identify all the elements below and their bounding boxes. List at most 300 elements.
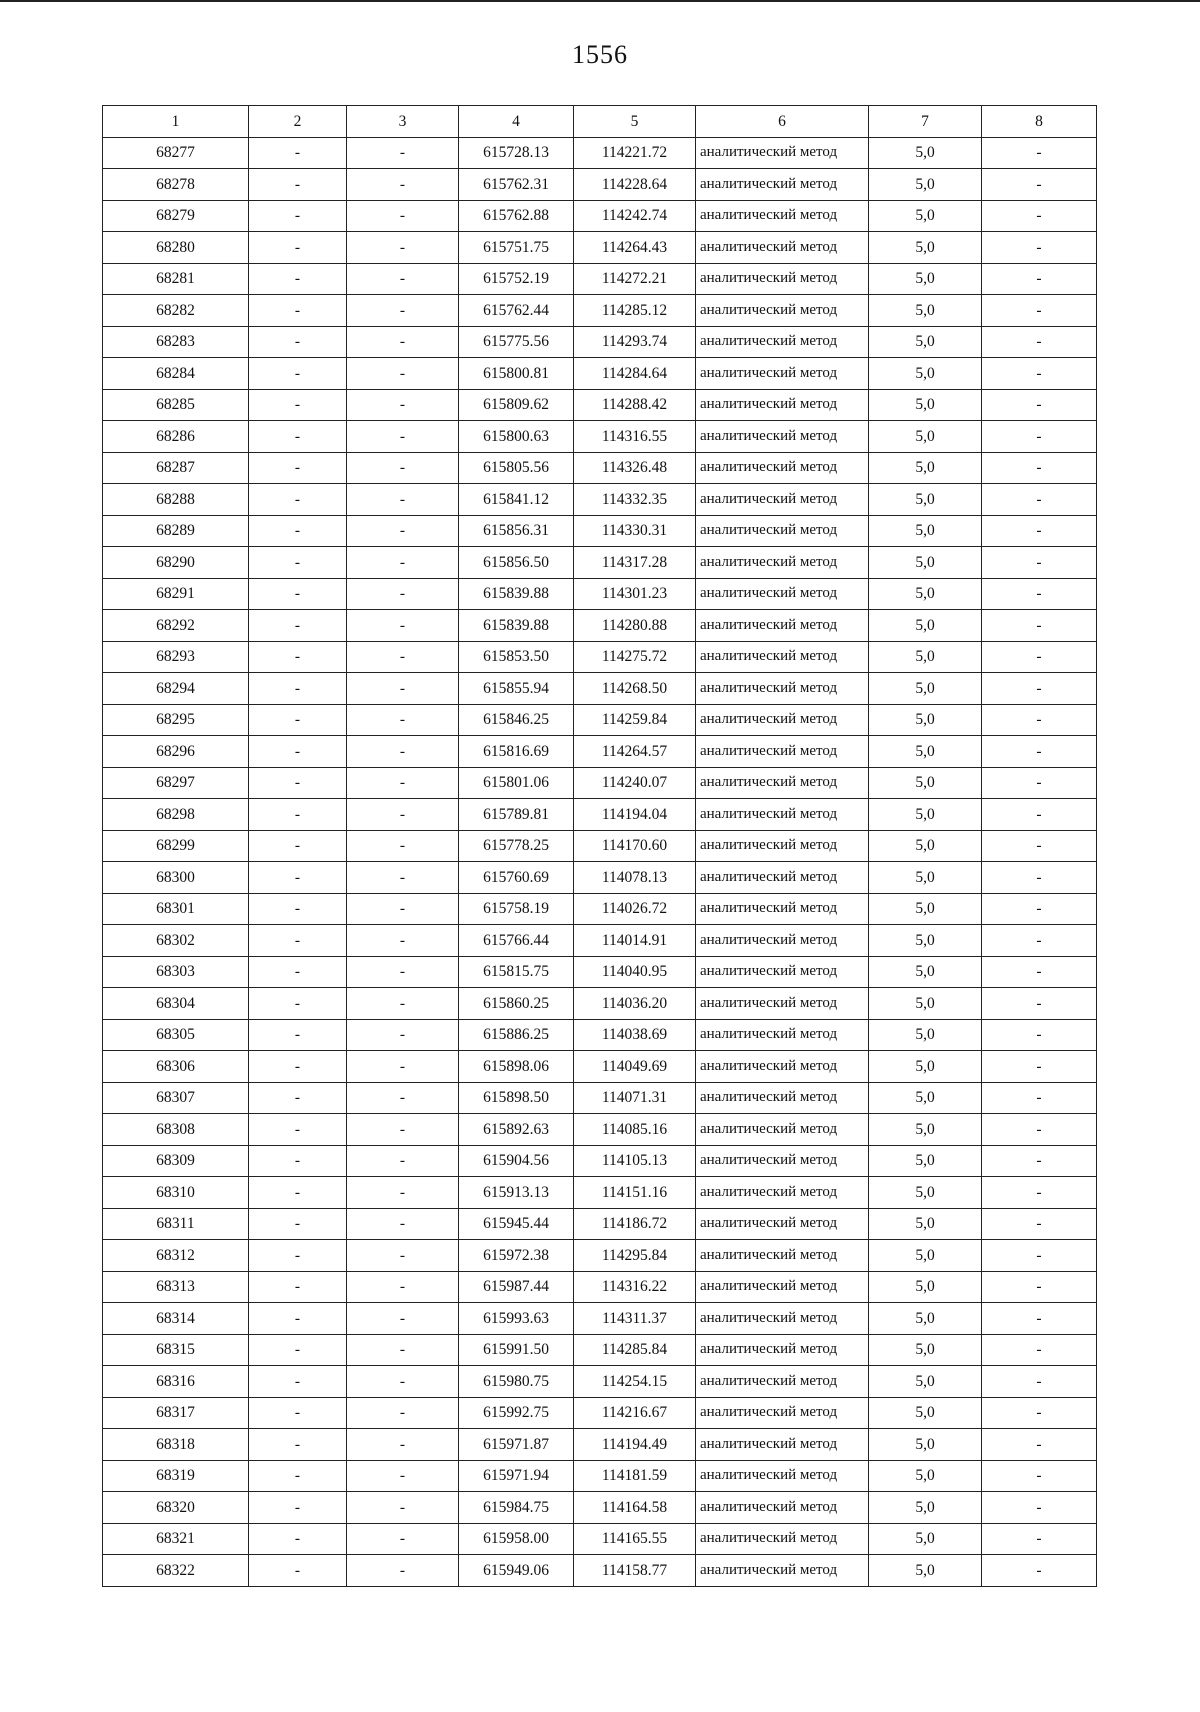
coordinate-y-cell: 114316.22 (574, 1271, 696, 1303)
column-8-cell: - (982, 1460, 1097, 1492)
column-3-cell: - (347, 1555, 459, 1587)
column-2-cell: - (249, 799, 347, 831)
method-cell: аналитический метод (696, 295, 869, 327)
accuracy-cell: 5,0 (869, 704, 982, 736)
coordinate-y-cell: 114293.74 (574, 326, 696, 358)
accuracy-cell: 5,0 (869, 137, 982, 169)
column-8-cell: - (982, 956, 1097, 988)
table-row (103, 358, 1097, 390)
coordinate-x-cell: 615775.56 (459, 326, 574, 358)
point-number-cell: 68283 (103, 326, 249, 358)
point-number-cell: 68287 (103, 452, 249, 484)
column-2-cell: - (249, 641, 347, 673)
method-cell: аналитический метод (696, 956, 869, 988)
method-cell: аналитический метод (696, 1492, 869, 1524)
column-2-cell: - (249, 767, 347, 799)
table-row (103, 736, 1097, 768)
point-number-cell: 68315 (103, 1334, 249, 1366)
coordinate-x-cell: 615992.75 (459, 1397, 574, 1429)
coordinate-y-cell: 114326.48 (574, 452, 696, 484)
column-2-cell: - (249, 326, 347, 358)
table-row (103, 1460, 1097, 1492)
column-3-cell: - (347, 1429, 459, 1461)
column-8-cell: - (982, 1555, 1097, 1587)
accuracy-cell: 5,0 (869, 263, 982, 295)
table-row (103, 421, 1097, 453)
coordinates-table (102, 105, 1097, 1587)
coordinate-x-cell: 615846.25 (459, 704, 574, 736)
point-number-cell: 68306 (103, 1051, 249, 1083)
column-3-cell: - (347, 169, 459, 201)
method-cell: аналитический метод (696, 169, 869, 201)
column-8-cell: - (982, 1114, 1097, 1146)
method-cell: аналитический метод (696, 1334, 869, 1366)
table-row (103, 610, 1097, 642)
column-8-cell: - (982, 1019, 1097, 1051)
table-row (103, 169, 1097, 201)
method-cell: аналитический метод (696, 358, 869, 390)
method-cell: аналитический метод (696, 452, 869, 484)
table-row (103, 925, 1097, 957)
coordinate-x-cell: 615839.88 (459, 610, 574, 642)
point-number-cell: 68288 (103, 484, 249, 516)
coordinate-x-cell: 615860.25 (459, 988, 574, 1020)
coordinate-y-cell: 114216.67 (574, 1397, 696, 1429)
method-cell: аналитический метод (696, 610, 869, 642)
column-2-cell: - (249, 137, 347, 169)
point-number-cell: 68305 (103, 1019, 249, 1051)
point-number-cell: 68280 (103, 232, 249, 264)
column-2-cell: - (249, 1177, 347, 1209)
column-8-cell: - (982, 326, 1097, 358)
column-2-cell: - (249, 673, 347, 705)
method-cell: аналитический метод (696, 641, 869, 673)
coordinate-x-cell: 615800.81 (459, 358, 574, 390)
column-2-cell: - (249, 1145, 347, 1177)
column-header: 7 (869, 106, 982, 138)
coordinate-x-cell: 615752.19 (459, 263, 574, 295)
table-row (103, 1366, 1097, 1398)
table-row (103, 1019, 1097, 1051)
accuracy-cell: 5,0 (869, 641, 982, 673)
table-row (103, 578, 1097, 610)
method-cell: аналитический метод (696, 1240, 869, 1272)
coordinate-y-cell: 114078.13 (574, 862, 696, 894)
coordinate-y-cell: 114295.84 (574, 1240, 696, 1272)
coordinate-x-cell: 615816.69 (459, 736, 574, 768)
table-row (103, 862, 1097, 894)
table-row (103, 484, 1097, 516)
method-cell: аналитический метод (696, 1555, 869, 1587)
column-2-cell: - (249, 1082, 347, 1114)
point-number-cell: 68293 (103, 641, 249, 673)
coordinate-y-cell: 114301.23 (574, 578, 696, 610)
coordinate-y-cell: 114040.95 (574, 956, 696, 988)
coordinate-x-cell: 615971.94 (459, 1460, 574, 1492)
method-cell: аналитический метод (696, 1460, 869, 1492)
table-row (103, 1271, 1097, 1303)
column-header: 6 (696, 106, 869, 138)
coordinate-x-cell: 615762.88 (459, 200, 574, 232)
column-2-cell: - (249, 610, 347, 642)
coordinate-x-cell: 615805.56 (459, 452, 574, 484)
column-8-cell: - (982, 547, 1097, 579)
coordinate-x-cell: 615898.06 (459, 1051, 574, 1083)
method-cell: аналитический метод (696, 1303, 869, 1335)
coordinate-y-cell: 114186.72 (574, 1208, 696, 1240)
column-3-cell: - (347, 1523, 459, 1555)
point-number-cell: 68299 (103, 830, 249, 862)
column-2-cell: - (249, 1208, 347, 1240)
coordinate-x-cell: 615758.19 (459, 893, 574, 925)
point-number-cell: 68308 (103, 1114, 249, 1146)
accuracy-cell: 5,0 (869, 1492, 982, 1524)
column-header: 1 (103, 106, 249, 138)
coordinate-y-cell: 114071.31 (574, 1082, 696, 1114)
table-row (103, 1051, 1097, 1083)
table-row (103, 326, 1097, 358)
column-2-cell: - (249, 830, 347, 862)
column-2-cell: - (249, 484, 347, 516)
column-2-cell: - (249, 1019, 347, 1051)
column-8-cell: - (982, 1051, 1097, 1083)
accuracy-cell: 5,0 (869, 1271, 982, 1303)
coordinate-x-cell: 615892.63 (459, 1114, 574, 1146)
coordinate-x-cell: 615886.25 (459, 1019, 574, 1051)
table-row (103, 893, 1097, 925)
column-8-cell: - (982, 862, 1097, 894)
accuracy-cell: 5,0 (869, 1145, 982, 1177)
accuracy-cell: 5,0 (869, 169, 982, 201)
column-3-cell: - (347, 295, 459, 327)
point-number-cell: 68319 (103, 1460, 249, 1492)
column-2-cell: - (249, 1240, 347, 1272)
column-3-cell: - (347, 767, 459, 799)
point-number-cell: 68277 (103, 137, 249, 169)
column-3-cell: - (347, 358, 459, 390)
column-8-cell: - (982, 358, 1097, 390)
column-8-cell: - (982, 295, 1097, 327)
accuracy-cell: 5,0 (869, 358, 982, 390)
table-row (103, 704, 1097, 736)
column-3-cell: - (347, 263, 459, 295)
coordinate-y-cell: 114268.50 (574, 673, 696, 705)
method-cell: аналитический метод (696, 1114, 869, 1146)
accuracy-cell: 5,0 (869, 1555, 982, 1587)
coordinate-y-cell: 114317.28 (574, 547, 696, 579)
column-3-cell: - (347, 673, 459, 705)
coordinate-y-cell: 114259.84 (574, 704, 696, 736)
table-row (103, 1145, 1097, 1177)
column-8-cell: - (982, 263, 1097, 295)
column-3-cell: - (347, 137, 459, 169)
coordinate-y-cell: 114311.37 (574, 1303, 696, 1335)
accuracy-cell: 5,0 (869, 1460, 982, 1492)
column-header: 2 (249, 106, 347, 138)
point-number-cell: 68316 (103, 1366, 249, 1398)
column-8-cell: - (982, 830, 1097, 862)
column-3-cell: - (347, 232, 459, 264)
column-3-cell: - (347, 452, 459, 484)
column-3-cell: - (347, 862, 459, 894)
point-number-cell: 68290 (103, 547, 249, 579)
table-row (103, 1492, 1097, 1524)
coordinate-x-cell: 615855.94 (459, 673, 574, 705)
column-3-cell: - (347, 578, 459, 610)
coordinate-x-cell: 615971.87 (459, 1429, 574, 1461)
coordinate-y-cell: 114332.35 (574, 484, 696, 516)
coordinate-y-cell: 114026.72 (574, 893, 696, 925)
point-number-cell: 68278 (103, 169, 249, 201)
table-row (103, 1303, 1097, 1335)
table-row (103, 1114, 1097, 1146)
accuracy-cell: 5,0 (869, 610, 982, 642)
accuracy-cell: 5,0 (869, 925, 982, 957)
column-3-cell: - (347, 547, 459, 579)
column-3-cell: - (347, 1492, 459, 1524)
column-2-cell: - (249, 956, 347, 988)
column-8-cell: - (982, 232, 1097, 264)
table-row (103, 137, 1097, 169)
point-number-cell: 68311 (103, 1208, 249, 1240)
point-number-cell: 68294 (103, 673, 249, 705)
method-cell: аналитический метод (696, 232, 869, 264)
accuracy-cell: 5,0 (869, 1082, 982, 1114)
column-3-cell: - (347, 200, 459, 232)
point-number-cell: 68314 (103, 1303, 249, 1335)
coordinate-y-cell: 114228.64 (574, 169, 696, 201)
column-8-cell: - (982, 1397, 1097, 1429)
method-cell: аналитический метод (696, 893, 869, 925)
table-row (103, 956, 1097, 988)
coordinate-y-cell: 114264.43 (574, 232, 696, 264)
column-8-cell: - (982, 1082, 1097, 1114)
column-8-cell: - (982, 1492, 1097, 1524)
accuracy-cell: 5,0 (869, 956, 982, 988)
point-number-cell: 68322 (103, 1555, 249, 1587)
method-cell: аналитический метод (696, 736, 869, 768)
accuracy-cell: 5,0 (869, 326, 982, 358)
column-header: 4 (459, 106, 574, 138)
method-cell: аналитический метод (696, 547, 869, 579)
column-8-cell: - (982, 799, 1097, 831)
point-number-cell: 68310 (103, 1177, 249, 1209)
column-header: 3 (347, 106, 459, 138)
coordinate-y-cell: 114284.64 (574, 358, 696, 390)
table-row (103, 1397, 1097, 1429)
column-2-cell: - (249, 925, 347, 957)
column-8-cell: - (982, 893, 1097, 925)
column-8-cell: - (982, 1523, 1097, 1555)
table-row (103, 515, 1097, 547)
column-8-cell: - (982, 1366, 1097, 1398)
coordinate-x-cell: 615809.62 (459, 389, 574, 421)
method-cell: аналитический метод (696, 1366, 869, 1398)
method-cell: аналитический метод (696, 988, 869, 1020)
method-cell: аналитический метод (696, 862, 869, 894)
point-number-cell: 68321 (103, 1523, 249, 1555)
coordinate-x-cell: 615760.69 (459, 862, 574, 894)
method-cell: аналитический метод (696, 200, 869, 232)
accuracy-cell: 5,0 (869, 830, 982, 862)
column-3-cell: - (347, 610, 459, 642)
accuracy-cell: 5,0 (869, 1523, 982, 1555)
column-2-cell: - (249, 358, 347, 390)
table-row (103, 1555, 1097, 1587)
column-8-cell: - (982, 641, 1097, 673)
table-body (103, 137, 1097, 1586)
coordinate-y-cell: 114285.84 (574, 1334, 696, 1366)
coordinate-x-cell: 615766.44 (459, 925, 574, 957)
column-3-cell: - (347, 736, 459, 768)
coordinate-x-cell: 615856.50 (459, 547, 574, 579)
page-number: 1556 (572, 40, 628, 69)
accuracy-cell: 5,0 (869, 1019, 982, 1051)
column-2-cell: - (249, 1523, 347, 1555)
point-number-cell: 68286 (103, 421, 249, 453)
point-number-cell: 68312 (103, 1240, 249, 1272)
column-2-cell: - (249, 578, 347, 610)
column-2-cell: - (249, 232, 347, 264)
coordinate-y-cell: 114288.42 (574, 389, 696, 421)
column-8-cell: - (982, 515, 1097, 547)
accuracy-cell: 5,0 (869, 452, 982, 484)
coordinate-y-cell: 114240.07 (574, 767, 696, 799)
method-cell: аналитический метод (696, 484, 869, 516)
point-number-cell: 68292 (103, 610, 249, 642)
column-3-cell: - (347, 1397, 459, 1429)
accuracy-cell: 5,0 (869, 1366, 982, 1398)
column-8-cell: - (982, 767, 1097, 799)
method-cell: аналитический метод (696, 263, 869, 295)
coordinate-x-cell: 615853.50 (459, 641, 574, 673)
column-3-cell: - (347, 515, 459, 547)
table-row (103, 389, 1097, 421)
accuracy-cell: 5,0 (869, 547, 982, 579)
coordinate-y-cell: 114165.55 (574, 1523, 696, 1555)
coordinate-x-cell: 615762.44 (459, 295, 574, 327)
accuracy-cell: 5,0 (869, 736, 982, 768)
column-8-cell: - (982, 1303, 1097, 1335)
table-row (103, 295, 1097, 327)
accuracy-cell: 5,0 (869, 862, 982, 894)
coordinate-y-cell: 114036.20 (574, 988, 696, 1020)
accuracy-cell: 5,0 (869, 421, 982, 453)
method-cell: аналитический метод (696, 1429, 869, 1461)
column-8-cell: - (982, 389, 1097, 421)
column-8-cell: - (982, 578, 1097, 610)
coordinate-y-cell: 114272.21 (574, 263, 696, 295)
column-2-cell: - (249, 1397, 347, 1429)
method-cell: аналитический метод (696, 515, 869, 547)
column-3-cell: - (347, 704, 459, 736)
point-number-cell: 68320 (103, 1492, 249, 1524)
table-row (103, 452, 1097, 484)
column-8-cell: - (982, 1177, 1097, 1209)
coordinate-y-cell: 114285.12 (574, 295, 696, 327)
coordinate-x-cell: 615949.06 (459, 1555, 574, 1587)
method-cell: аналитический метод (696, 1019, 869, 1051)
method-cell: аналитический метод (696, 799, 869, 831)
column-8-cell: - (982, 673, 1097, 705)
column-8-cell: - (982, 169, 1097, 201)
point-number-cell: 68318 (103, 1429, 249, 1461)
table-row (103, 200, 1097, 232)
point-number-cell: 68307 (103, 1082, 249, 1114)
column-3-cell: - (347, 641, 459, 673)
table-row (103, 830, 1097, 862)
column-header: 5 (574, 106, 696, 138)
table-row (103, 1082, 1097, 1114)
coordinate-x-cell: 615987.44 (459, 1271, 574, 1303)
accuracy-cell: 5,0 (869, 673, 982, 705)
coordinate-y-cell: 114164.58 (574, 1492, 696, 1524)
column-3-cell: - (347, 389, 459, 421)
method-cell: аналитический метод (696, 1523, 869, 1555)
column-2-cell: - (249, 704, 347, 736)
column-3-cell: - (347, 893, 459, 925)
coordinate-x-cell: 615856.31 (459, 515, 574, 547)
coordinate-x-cell: 615980.75 (459, 1366, 574, 1398)
point-number-cell: 68298 (103, 799, 249, 831)
column-8-cell: - (982, 610, 1097, 642)
table-row (103, 263, 1097, 295)
method-cell: аналитический метод (696, 925, 869, 957)
column-3-cell: - (347, 956, 459, 988)
point-number-cell: 68304 (103, 988, 249, 1020)
coordinate-y-cell: 114221.72 (574, 137, 696, 169)
point-number-cell: 68302 (103, 925, 249, 957)
column-2-cell: - (249, 862, 347, 894)
coordinate-y-cell: 114170.60 (574, 830, 696, 862)
accuracy-cell: 5,0 (869, 799, 982, 831)
coordinate-y-cell: 114254.15 (574, 1366, 696, 1398)
accuracy-cell: 5,0 (869, 232, 982, 264)
coordinate-x-cell: 615800.63 (459, 421, 574, 453)
coordinate-x-cell: 615762.31 (459, 169, 574, 201)
column-2-cell: - (249, 1555, 347, 1587)
coordinate-x-cell: 615991.50 (459, 1334, 574, 1366)
coordinate-x-cell: 615801.06 (459, 767, 574, 799)
coordinate-x-cell: 615789.81 (459, 799, 574, 831)
coordinate-y-cell: 114158.77 (574, 1555, 696, 1587)
column-3-cell: - (347, 1240, 459, 1272)
column-2-cell: - (249, 515, 347, 547)
accuracy-cell: 5,0 (869, 767, 982, 799)
method-cell: аналитический метод (696, 1177, 869, 1209)
column-8-cell: - (982, 988, 1097, 1020)
column-2-cell: - (249, 1334, 347, 1366)
coordinate-y-cell: 114194.49 (574, 1429, 696, 1461)
table-row (103, 641, 1097, 673)
column-2-cell: - (249, 295, 347, 327)
column-2-cell: - (249, 1303, 347, 1335)
table-row (103, 673, 1097, 705)
table-row (103, 799, 1097, 831)
column-header: 8 (982, 106, 1097, 138)
coordinate-x-cell: 615839.88 (459, 578, 574, 610)
column-8-cell: - (982, 1208, 1097, 1240)
column-3-cell: - (347, 1051, 459, 1083)
column-8-cell: - (982, 484, 1097, 516)
accuracy-cell: 5,0 (869, 1051, 982, 1083)
coordinate-y-cell: 114275.72 (574, 641, 696, 673)
column-8-cell: - (982, 1429, 1097, 1461)
column-3-cell: - (347, 830, 459, 862)
point-number-cell: 68301 (103, 893, 249, 925)
coordinate-y-cell: 114330.31 (574, 515, 696, 547)
column-2-cell: - (249, 1460, 347, 1492)
